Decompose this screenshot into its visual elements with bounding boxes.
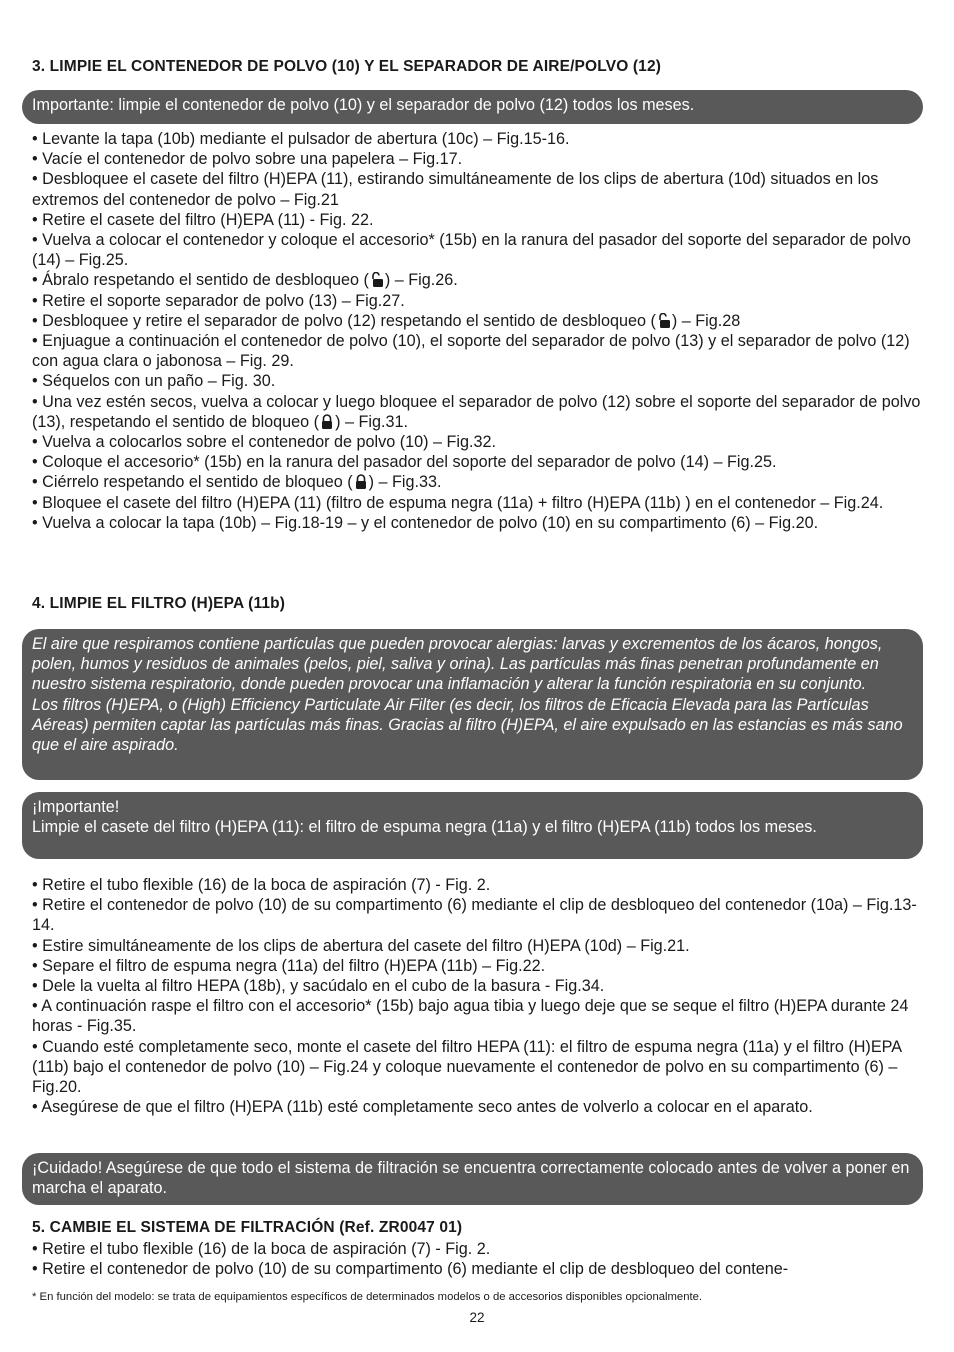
- section-5-steps: [32, 1239, 922, 1279]
- list-item: [32, 392, 922, 432]
- important-box-monthly-filter: [22, 792, 923, 859]
- list-item-text: ) – Fig.26.: [384, 271, 458, 290]
- list-item: • Séquelos con un paño – Fig. 30.: [32, 372, 276, 391]
- locked-padlock-icon: [320, 414, 334, 429]
- list-item: • Vuelva a colocar el contenedor y coloque el accesorio* (15b) en la ranura del pasador del soporte del separador de polvo (14) – Fig.25.: [32, 231, 911, 270]
- section-4-steps: [32, 875, 922, 1117]
- important-title: ¡Importante!: [32, 798, 120, 816]
- list-item: • Retire el soporte separador de polvo (13) – Fig.27.: [32, 291, 405, 310]
- list-item: • Estire simultáneamente de los clips de abertura del casete del filtro (H)EPA (10d) – Fig.21.: [32, 936, 690, 955]
- info-box-allergens: [22, 629, 923, 780]
- section-5-heading: 5. CAMBIE EL SISTEMA DE FILTRACIÓN (Ref. ZR0047 01): [32, 1219, 463, 1236]
- locked-padlock-icon: [354, 474, 368, 489]
- list-item: [32, 472, 922, 492]
- unlocked-padlock-icon: [657, 313, 671, 328]
- list-item: • Cuando esté completamente seco, monte el casete del filtro HEPA (11): el filtro de espuma negra (11a) y el filtro (H)EPA (11b) bajo el contenedor de polvo (10) – Fig.24 y coloque nuevamente el contenedor de polvo en su compartimento (6) – Fig.20.: [32, 1037, 902, 1097]
- page-number: 22: [469, 1310, 485, 1325]
- list-item: • Bloquee el casete del filtro (H)EPA (11) (filtro de espuma negra (11a) + filtro (H)EPA (11b) ) en el contenedor – Fig.24.: [32, 493, 884, 512]
- info-paragraph: Los filtros (H)EPA, o (High) Efficiency Particulate Air Filter (es decir, los filtros de Eficacia Elevada para las Partículas Aéreas) permiten captar las partículas más finas. Gracias al filtro (H)EPA, el aire expulsado en las estancias es más sano que el aire aspirado.: [32, 695, 903, 755]
- notice-box-monthly-cleaning: [22, 90, 923, 124]
- list-item-text: • Ciérrelo respetando el sentido de bloqueo (: [32, 473, 353, 492]
- list-item: • Vuelva a colocar la tapa (10b) – Fig.18-19 – y el contenedor de polvo (10) en su compartimento (6) – Fig.20.: [32, 513, 819, 532]
- list-item: • Enjuague a continuación el contenedor de polvo (10), el soporte del separador de polvo (13) y el separador de polvo (12) con agua clara o jabonosa – Fig. 29.: [32, 332, 910, 371]
- section-3-heading: 3. LIMPIE EL CONTENEDOR DE POLVO (10) Y EL SEPARADOR DE AIRE/POLVO (12): [32, 58, 662, 75]
- list-item-text: • Una vez estén secos, vuelva a colocar y luego bloquee el separador de polvo (12) sobre el soporte del separador de polvo (13), respetando el sentido de bloqueo (: [32, 392, 921, 431]
- list-item: • Coloque el accesorio* (15b) en la ranura del pasador del soporte del separador de polvo (14) – Fig.25.: [32, 453, 777, 472]
- list-item: • Dele la vuelta al filtro HEPA (18b), y sacúdalo en el cubo de la basura - Fig.34.: [32, 977, 605, 996]
- section-4-heading: 4. LIMPIE EL FILTRO (H)EPA (11b): [32, 595, 286, 612]
- list-item: • Retire el contenedor de polvo (10) de su compartimento (6) mediante el clip de desbloqueo del contene-: [32, 1260, 789, 1279]
- info-paragraph: El aire que respiramos contiene partículas que pueden provocar alergias: larvas y excrementos de los ácaros, hongos, polen, humos y residuos de animales (pelos, piel, saliva y orina). Las partículas más finas penetran profundamente en nuestro sistema respiratorio, donde pueden provocar una inflamación y alterar la función respiratoria en su conjunto.: [32, 635, 883, 694]
- list-item: [32, 311, 922, 331]
- list-item: [32, 270, 922, 290]
- list-item-text: ) – Fig.28: [671, 311, 741, 330]
- list-item: • Vacíe el contenedor de polvo sobre una papelera – Fig.17.: [32, 150, 463, 169]
- warning-box-filtration: [22, 1153, 923, 1205]
- list-item: • Separe el filtro de espuma negra (11a) del filtro (H)EPA (11b) – Fig.22.: [32, 956, 546, 975]
- notice-text: Importante: limpie el contenedor de polvo (10) y el separador de polvo (12) todos los meses.: [32, 96, 695, 114]
- list-item: • Retire el casete del filtro (H)EPA (11) - Fig. 22.: [32, 210, 374, 229]
- list-item: • Vuelva a colocarlos sobre el contenedor de polvo (10) – Fig.32.: [32, 433, 496, 452]
- list-item-text: ) – Fig.31.: [335, 412, 408, 431]
- list-item: • Retire el tubo flexible (16) de la boca de aspiración (7) - Fig. 2.: [32, 1240, 491, 1258]
- list-item-text: • Desbloquee y retire el separador de polvo (12) respetando el sentido de desbloqueo (: [32, 311, 656, 330]
- list-item: • Asegúrese de que el filtro (H)EPA (11b) esté completamente seco antes de volverlo a colocar en el aparato.: [32, 1098, 813, 1117]
- list-item: • A continuación raspe el filtro con el accesorio* (15b) bajo agua tibia y luego deje que se seque el filtro (H)EPA durante 24 horas - Fig.35.: [32, 997, 909, 1036]
- warning-text: ¡Cuidado! Asegúrese de que todo el sistema de filtración se encuentra correctamente colocado antes de volver a poner en marcha el aparato.: [32, 1159, 910, 1198]
- unlocked-padlock-icon: [370, 272, 384, 287]
- list-item: • Levante la tapa (10b) mediante el pulsador de abertura (10c) – Fig.15-16.: [32, 130, 570, 148]
- footnote: * En función del modelo: se trata de equipamientos específicos de determinados modelos o de accesorios disponibles opcionalmente.: [32, 1291, 703, 1303]
- important-text: Limpie el casete del filtro (H)EPA (11): el filtro de espuma negra (11a) y el filtro (H)EPA (11b) todos los meses.: [32, 818, 817, 837]
- list-item: • Desbloquee el casete del filtro (H)EPA (11), estirando simultáneamente de los clips de abertura (10d) situados en los extremos del contenedor de polvo – Fig.21: [32, 170, 879, 209]
- section-3-steps: [32, 129, 922, 533]
- list-item-text: ) – Fig.33.: [368, 473, 442, 492]
- list-item: • Retire el tubo flexible (16) de la boca de aspiración (7) - Fig. 2.: [32, 876, 491, 894]
- list-item-text: • Ábralo respetando el sentido de desbloqueo (: [32, 271, 369, 290]
- list-item: • Retire el contenedor de polvo (10) de su compartimento (6) mediante el clip de desbloqueo del contenedor (10a) – Fig.13-14.: [32, 896, 917, 935]
